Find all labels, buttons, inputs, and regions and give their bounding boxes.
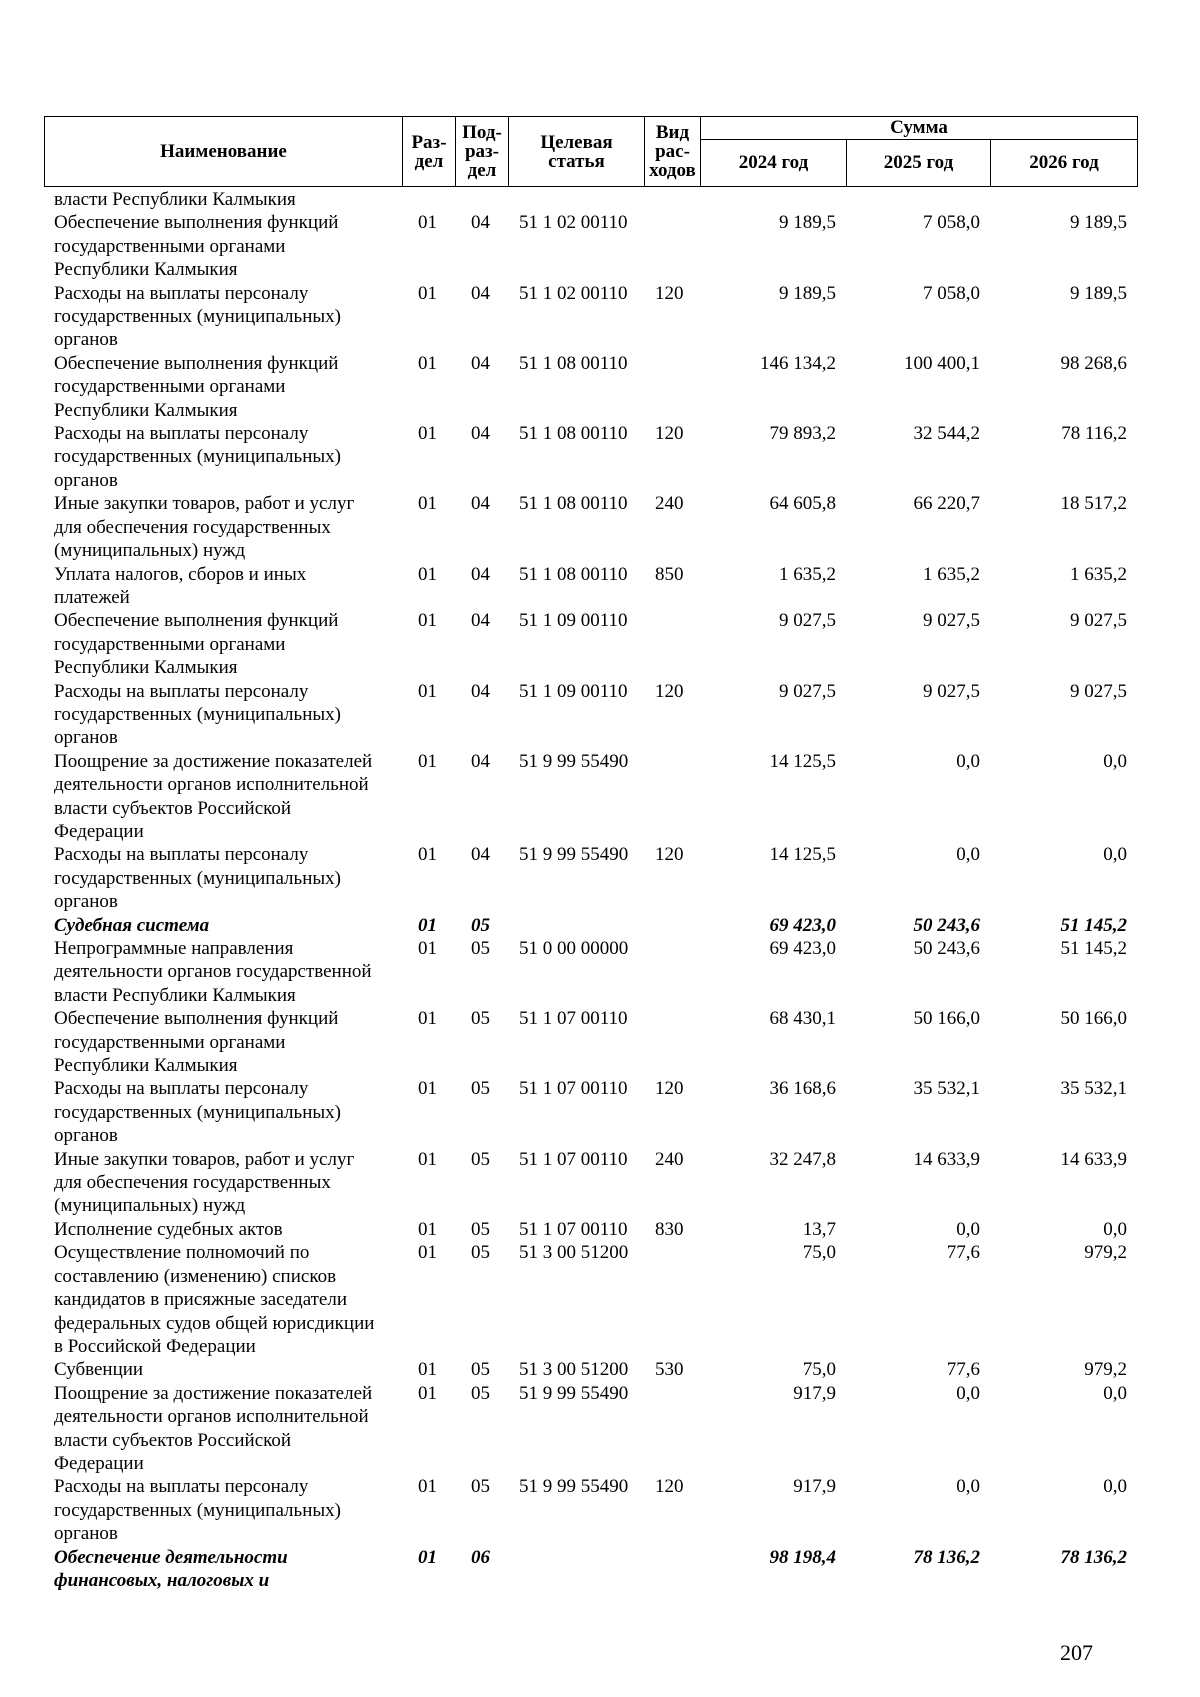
row-name-line: Осуществление полномочий по (54, 1242, 310, 1264)
row-sum-2025: 77,6 (946, 1359, 980, 1381)
row-vid (644, 914, 700, 937)
row-article: 51 1 09 00110 (519, 610, 628, 632)
table-row (44, 750, 1137, 844)
row-article: 51 1 08 00110 (519, 352, 628, 374)
row-sum-2024: 36 168,6 (769, 1078, 836, 1100)
row-name-line: государственными органами (54, 376, 286, 398)
table-row (44, 188, 1137, 211)
row-podrazdel: 04 (471, 282, 490, 304)
row-article: 51 1 07 00110 (519, 1218, 628, 1240)
row-sum-2026: 1 635,2 (1070, 563, 1127, 585)
row-razdel: 01 (418, 282, 437, 304)
row-sum-2024: 75,0 (802, 1242, 836, 1264)
row-vid (644, 352, 700, 422)
table-row (44, 1148, 1137, 1218)
row-sum-2026: 78 116,2 (1061, 423, 1127, 445)
row-name-line: власти Республики Калмыкия (54, 984, 296, 1006)
row-sum-2025: 35 532,1 (913, 1078, 980, 1100)
row-podrazdel (455, 188, 508, 211)
row-sum-2024: 14 125,5 (769, 750, 836, 772)
row-name (44, 1241, 402, 1358)
row-article: 51 1 08 00110 (519, 493, 628, 515)
row-razdel: 01 (418, 212, 437, 234)
row-podrazdel: 05 (471, 1359, 490, 1381)
row-article: 51 0 00 00000 (519, 938, 629, 959)
table-row (44, 1546, 1137, 1593)
row-article (508, 914, 644, 937)
row-name-line: государственными органами (54, 1031, 286, 1053)
row-podrazdel: 04 (471, 844, 490, 866)
row-article: 51 3 00 51200 (519, 1359, 629, 1381)
row-sum-2025: 7 058,0 (923, 212, 980, 234)
row-sum-2024: 9 189,5 (779, 282, 836, 304)
table-row (44, 492, 1137, 562)
row-sum-2025: 78 136,2 (913, 1546, 980, 1568)
row-name-line: государственных (муниципальных) (54, 1101, 341, 1123)
row-razdel: 01 (418, 1242, 437, 1264)
row-sum-2024: 32 247,8 (769, 1148, 836, 1170)
row-name-line: Непрограммные направления (54, 938, 294, 959)
row-vid (644, 937, 700, 1007)
row-name-line: Судебная система (54, 914, 210, 936)
row-name-line: Уплата налогов, сборов и иных (54, 563, 307, 585)
row-sum-2026: 35 532,1 (1060, 1078, 1127, 1100)
row-name-line: Расходы на выплаты персоналу (54, 844, 309, 866)
row-sum-2024: 69 423,0 (769, 914, 836, 936)
row-name-line: власти субъектов Российской (54, 797, 292, 819)
row-sum-2025: 0,0 (956, 1218, 980, 1240)
header-sum: Сумма (701, 117, 1138, 140)
row-name (44, 843, 402, 913)
row-article: 51 1 02 00110 (519, 212, 628, 234)
row-article (508, 188, 644, 211)
row-podrazdel: 06 (471, 1546, 490, 1568)
row-name (44, 1218, 402, 1241)
row-razdel: 01 (418, 610, 437, 632)
row-razdel: 01 (418, 750, 437, 772)
header-year-2024: 2024 год (701, 140, 847, 187)
row-razdel: 01 (418, 1148, 437, 1170)
table-row (44, 563, 1137, 610)
row-vid: 120 (655, 680, 684, 702)
row-name-line: Поощрение за достижение показателей (54, 1382, 373, 1404)
row-podrazdel: 05 (471, 938, 490, 959)
row-sum-2026 (990, 188, 1137, 211)
row-name (44, 492, 402, 562)
table-row (44, 609, 1137, 679)
row-name-line: Обеспечение выполнения функций (54, 212, 339, 234)
row-name-line: Расходы на выплаты персоналу (54, 423, 309, 445)
header-year-2026: 2026 год (991, 140, 1138, 187)
row-sum-2026: 0,0 (1103, 1382, 1127, 1404)
row-sum-2024 (700, 188, 846, 211)
row-name-line: государственных (муниципальных) (54, 306, 341, 328)
row-razdel (402, 188, 455, 211)
row-name-line: Иные закупки товаров, работ и услуг (54, 1148, 355, 1170)
row-sum-2024: 917,9 (793, 1476, 836, 1498)
row-podrazdel: 04 (471, 352, 490, 374)
row-vid: 120 (655, 1476, 684, 1498)
table-row (44, 1358, 1137, 1381)
row-name-line: деятельности органов исполнительной (54, 1406, 369, 1428)
table-row (44, 1007, 1137, 1077)
row-podrazdel: 05 (471, 1382, 490, 1404)
row-sum-2026: 979,2 (1084, 1359, 1127, 1381)
row-razdel: 01 (418, 493, 437, 515)
row-sum-2025: 9 027,5 (923, 680, 980, 702)
row-sum-2024: 64 605,8 (769, 493, 836, 515)
row-sum-2026: 0,0 (1103, 1476, 1127, 1498)
header-name: Наименование (45, 117, 403, 187)
row-name-line: для обеспечения государственных (54, 1172, 331, 1194)
header-razdel: Раз- дел (403, 117, 456, 187)
row-sum-2025: 50 243,6 (913, 938, 980, 959)
row-sum-2026: 18 517,2 (1060, 493, 1127, 515)
row-sum-2024: 14 125,5 (769, 844, 836, 866)
row-name-line: органов (54, 1125, 118, 1147)
row-name-line: Расходы на выплаты персоналу (54, 1476, 309, 1498)
row-name-line: Исполнение судебных актов (54, 1218, 283, 1240)
row-name-line: государственных (муниципальных) (54, 446, 341, 468)
row-vid (644, 1007, 700, 1077)
row-podrazdel: 04 (471, 680, 490, 702)
row-name (44, 1007, 402, 1077)
row-name-line: государственных (муниципальных) (54, 703, 341, 725)
row-podrazdel: 05 (471, 1148, 490, 1170)
row-name-line: федеральных судов общей юрисдикции (54, 1312, 375, 1334)
table-header (44, 116, 1138, 187)
row-sum-2025: 0,0 (956, 1382, 980, 1404)
row-vid (644, 750, 700, 844)
header-article: Целевая статья (509, 117, 645, 187)
row-name-line: органов (54, 469, 118, 491)
row-sum-2024: 9 027,5 (779, 610, 836, 632)
table-row (44, 1218, 1137, 1241)
row-sum-2025: 0,0 (956, 750, 980, 772)
row-sum-2024: 69 423,0 (769, 938, 836, 959)
row-podrazdel: 05 (471, 1008, 490, 1030)
row-name-line: Республики Калмыкия (54, 1055, 238, 1077)
row-podrazdel: 04 (471, 493, 490, 515)
row-name-line: органов (54, 727, 118, 749)
row-sum-2026: 50 166,0 (1060, 1008, 1127, 1030)
row-name-line: Республики Калмыкия (54, 657, 238, 679)
row-sum-2026: 9 189,5 (1070, 282, 1127, 304)
row-article: 51 9 99 55490 (519, 750, 629, 772)
row-sum-2026: 14 633,9 (1060, 1148, 1127, 1170)
row-article: 51 9 99 55490 (519, 844, 629, 866)
table-row (44, 937, 1137, 1007)
row-razdel: 01 (418, 1546, 437, 1568)
row-name (44, 1382, 402, 1476)
row-razdel: 01 (418, 1008, 437, 1030)
row-name (44, 750, 402, 844)
row-name-line: государственными органами (54, 633, 286, 655)
row-article: 51 9 99 55490 (519, 1476, 629, 1498)
row-razdel: 01 (418, 680, 437, 702)
row-name-line: власти Республики Калмыкия (54, 189, 296, 210)
row-name-line: для обеспечения государственных (54, 516, 331, 538)
row-razdel: 01 (418, 1359, 437, 1381)
row-name-line: власти субъектов Российской (54, 1429, 292, 1451)
row-podrazdel: 05 (471, 1218, 490, 1240)
row-article: 51 3 00 51200 (519, 1242, 629, 1264)
row-sum-2025 (846, 188, 990, 211)
row-sum-2025: 9 027,5 (923, 610, 980, 632)
row-name-line: в Российской Федерации (54, 1335, 256, 1357)
row-article: 51 1 07 00110 (519, 1008, 628, 1030)
row-vid: 240 (655, 493, 684, 515)
row-name (44, 1148, 402, 1218)
table-row (44, 282, 1137, 352)
row-name-line: составлению (изменению) списков (54, 1265, 337, 1287)
row-name (44, 937, 402, 1007)
row-name (44, 1358, 402, 1381)
row-name-line: (муниципальных) нужд (54, 540, 246, 562)
row-sum-2026: 0,0 (1103, 844, 1127, 866)
row-sum-2025: 50 166,0 (913, 1008, 980, 1030)
page-number: 207 (1060, 1640, 1093, 1665)
row-name-line: деятельности органов исполнительной (54, 774, 369, 796)
row-name-line: государственными органами (54, 235, 286, 257)
row-vid: 120 (655, 1078, 684, 1100)
row-name-line: Обеспечение выполнения функций (54, 1008, 339, 1030)
row-sum-2026: 9 027,5 (1070, 610, 1127, 632)
row-podrazdel: 05 (471, 914, 490, 936)
row-name-line: Федерации (54, 820, 144, 842)
row-name-line: органов (54, 891, 118, 913)
row-article: 51 1 07 00110 (519, 1078, 628, 1100)
row-sum-2025: 50 243,6 (913, 914, 980, 936)
table-row (44, 211, 1137, 281)
row-sum-2026: 51 145,2 (1060, 914, 1127, 936)
row-name-line: Расходы на выплаты персоналу (54, 282, 309, 304)
row-vid: 120 (655, 282, 684, 304)
row-name-line: органов (54, 329, 118, 351)
row-razdel: 01 (418, 914, 437, 936)
row-podrazdel: 04 (471, 610, 490, 632)
row-name (44, 282, 402, 352)
row-name-line: государственных (муниципальных) (54, 1499, 341, 1521)
row-razdel: 01 (418, 563, 437, 585)
table-row (44, 352, 1137, 422)
row-name (44, 1546, 402, 1593)
row-name-line: Обеспечение деятельности (54, 1546, 288, 1568)
row-sum-2026: 979,2 (1084, 1242, 1127, 1264)
row-name (44, 1077, 402, 1147)
budget-table (44, 188, 1137, 1592)
row-razdel: 01 (418, 844, 437, 866)
row-vid (644, 609, 700, 679)
row-sum-2026: 9 189,5 (1070, 212, 1127, 234)
row-podrazdel: 04 (471, 750, 490, 772)
row-name (44, 188, 402, 211)
row-name (44, 352, 402, 422)
table-row (44, 914, 1137, 937)
row-name-line: Обеспечение выполнения функций (54, 610, 339, 632)
table-row (44, 1475, 1137, 1545)
row-sum-2026: 51 145,2 (1060, 938, 1127, 959)
row-name-line: финансовых, налоговых и (54, 1569, 270, 1591)
row-razdel: 01 (418, 938, 437, 959)
row-sum-2025: 7 058,0 (923, 282, 980, 304)
row-podrazdel: 04 (471, 423, 490, 445)
table-row (44, 843, 1137, 913)
row-podrazdel: 05 (471, 1476, 490, 1498)
row-razdel: 01 (418, 1218, 437, 1240)
row-name (44, 609, 402, 679)
table-row (44, 1382, 1137, 1476)
row-name-line: деятельности органов государственной (54, 961, 372, 983)
row-name (44, 422, 402, 492)
row-name-line: Республики Калмыкия (54, 259, 238, 281)
table-row (44, 422, 1137, 492)
row-name (44, 211, 402, 281)
row-sum-2024: 9 027,5 (779, 680, 836, 702)
row-name-line: Поощрение за достижение показателей (54, 750, 373, 772)
row-name-line: Федерации (54, 1452, 144, 1474)
row-name (44, 563, 402, 610)
row-sum-2026: 0,0 (1103, 1218, 1127, 1240)
table-row (44, 680, 1137, 750)
row-sum-2026: 98 268,6 (1060, 352, 1127, 374)
table-row (44, 1077, 1137, 1147)
row-sum-2026: 78 136,2 (1060, 1546, 1127, 1568)
row-sum-2025: 77,6 (946, 1242, 980, 1264)
row-sum-2024: 13,7 (802, 1218, 836, 1240)
row-name-line: кандидатов в присяжные заседатели (54, 1289, 348, 1311)
row-name-line: Расходы на выплаты персоналу (54, 680, 309, 702)
row-razdel: 01 (418, 1382, 437, 1404)
row-sum-2024: 146 134,2 (760, 352, 836, 374)
header-podrazdel: Под- раз- дел (456, 117, 509, 187)
row-article: 51 9 99 55490 (519, 1382, 629, 1404)
row-sum-2025: 100 400,1 (904, 352, 980, 374)
row-vid (644, 211, 700, 281)
row-podrazdel: 04 (471, 563, 490, 585)
row-vid (644, 1241, 700, 1358)
row-sum-2026: 9 027,5 (1070, 680, 1127, 702)
row-razdel: 01 (418, 1078, 437, 1100)
row-article (508, 1546, 644, 1593)
row-name-line: (муниципальных) нужд (54, 1195, 246, 1217)
row-name-line: Субвенции (54, 1359, 144, 1381)
row-name (44, 914, 402, 937)
row-article: 51 1 09 00110 (519, 680, 628, 702)
row-vid: 850 (655, 563, 684, 585)
row-vid (644, 188, 700, 211)
row-sum-2025: 66 220,7 (913, 493, 980, 515)
table-row (44, 1241, 1137, 1358)
row-sum-2024: 9 189,5 (779, 212, 836, 234)
row-sum-2025: 1 635,2 (923, 563, 980, 585)
row-sum-2026: 0,0 (1103, 750, 1127, 772)
row-article: 51 1 02 00110 (519, 282, 628, 304)
row-article: 51 1 08 00110 (519, 423, 628, 445)
row-name-line: Республики Калмыкия (54, 399, 238, 421)
row-sum-2024: 75,0 (802, 1359, 836, 1381)
row-sum-2024: 1 635,2 (779, 563, 836, 585)
row-razdel: 01 (418, 352, 437, 374)
row-vid: 120 (655, 423, 684, 445)
row-sum-2024: 98 198,4 (769, 1546, 836, 1568)
header-year-2025: 2025 год (847, 140, 991, 187)
row-sum-2025: 32 544,2 (913, 423, 980, 445)
row-vid: 240 (655, 1148, 684, 1170)
row-name-line: платежей (54, 586, 130, 608)
row-sum-2025: 0,0 (956, 844, 980, 866)
row-name (44, 680, 402, 750)
row-name-line: государственных (муниципальных) (54, 867, 341, 889)
row-podrazdel: 05 (471, 1242, 490, 1264)
row-article: 51 1 08 00110 (519, 563, 628, 585)
row-vid (644, 1546, 700, 1593)
row-sum-2025: 14 633,9 (913, 1148, 980, 1170)
row-name-line: органов (54, 1523, 118, 1545)
row-vid: 830 (655, 1218, 684, 1240)
row-sum-2024: 68 430,1 (769, 1008, 836, 1030)
row-name-line: Иные закупки товаров, работ и услуг (54, 493, 355, 515)
row-podrazdel: 05 (471, 1078, 490, 1100)
header-vid: Вид рас- ходов (645, 117, 701, 187)
row-vid: 120 (655, 844, 684, 866)
row-article: 51 1 07 00110 (519, 1148, 628, 1170)
row-name-line: Расходы на выплаты персоналу (54, 1078, 309, 1100)
row-vid: 530 (655, 1359, 684, 1381)
row-sum-2024: 79 893,2 (769, 423, 836, 445)
row-vid (644, 1382, 700, 1476)
row-sum-2025: 0,0 (956, 1476, 980, 1498)
row-name (44, 1475, 402, 1545)
row-razdel: 01 (418, 423, 437, 445)
row-razdel: 01 (418, 1476, 437, 1498)
row-podrazdel: 04 (471, 212, 490, 234)
row-name-line: Обеспечение выполнения функций (54, 352, 339, 374)
row-sum-2024: 917,9 (793, 1382, 836, 1404)
